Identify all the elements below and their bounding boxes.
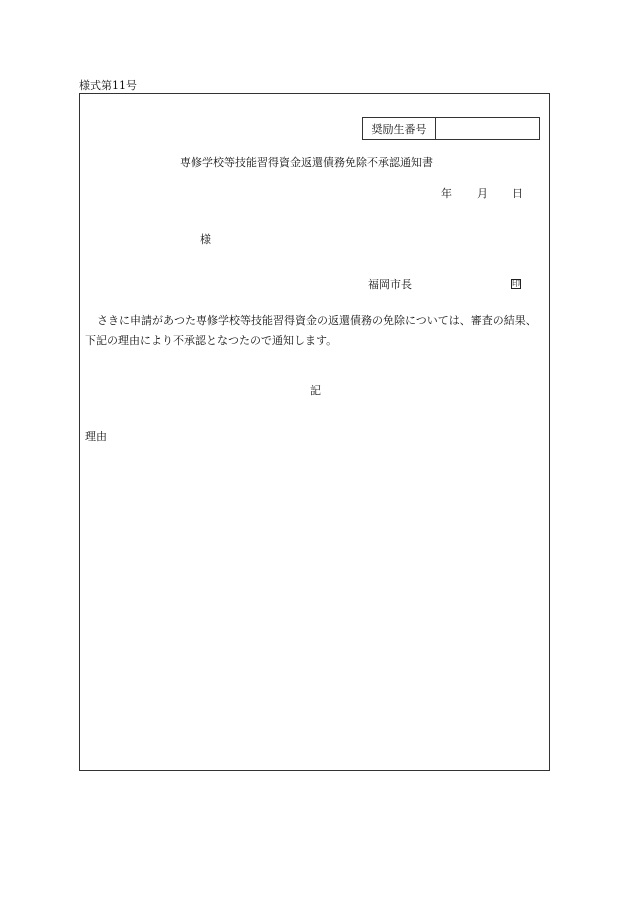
sender-name: 福岡市長 xyxy=(368,278,412,291)
seal-mark: 印 xyxy=(512,279,520,288)
addressee-suffix: 様 xyxy=(200,233,211,246)
reason-label: 理由 xyxy=(85,430,107,443)
form-number: 様式第11号 xyxy=(79,79,137,92)
notice-body: さきに申請があつた専修学校等技能習得資金の返還債務の免除については、審査の結果、下記の理由により不承認となつたので通知します。 xyxy=(85,314,537,347)
date-year: 年 xyxy=(441,187,452,200)
document-title: 専修学校等技能習得資金返還債務免除不承認通知書 xyxy=(180,156,433,169)
scholarship-id-label: 奨励生番号 xyxy=(363,118,436,139)
scholarship-id-field[interactable] xyxy=(436,118,539,139)
date-day: 日 xyxy=(512,187,523,200)
date-month: 月 xyxy=(477,187,488,200)
reason-field[interactable] xyxy=(85,452,540,752)
scholarship-id-box xyxy=(362,117,540,140)
ki-label: 記 xyxy=(310,384,321,397)
